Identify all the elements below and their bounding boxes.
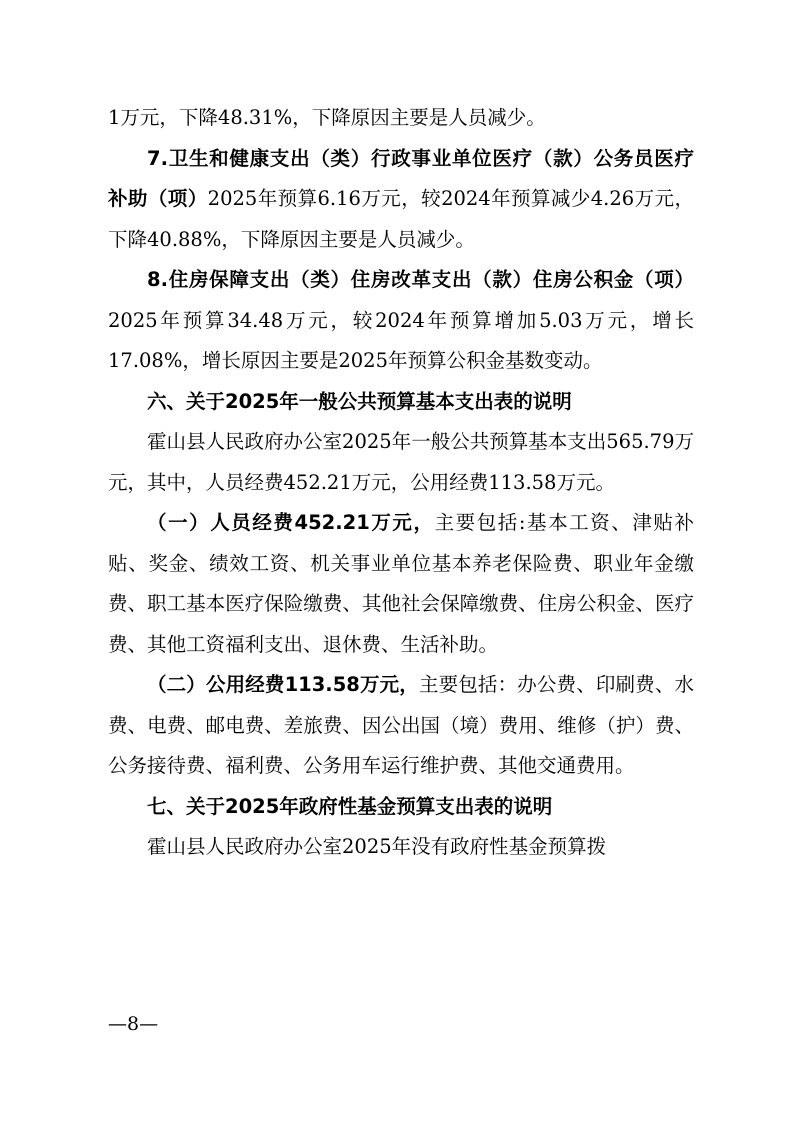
paragraph-health-expenditure: 7.卫生和健康支出（类）行政事业单位医疗（款）公务员医疗补助（项）2025年预算6.16万元，较2024年预算减少4.26万元，下降40.88%，下降原因主要是人员减少。 [108, 146, 694, 251]
paragraph-basic-expenditure: 霍山县人民政府办公室2025年一般公共预算基本支出565.79万元，其中，人员经费452.21万元，公用经费113.58万元。 [108, 430, 694, 494]
paragraph-personnel-costs: （一）人员经费452.21万元，主要包括:基本工资、津贴补贴、奖金、绩效工资、机关事业单位基本养老保险费、职业年金缴费、职工基本医疗保险缴费、其他社会保障缴费、住房公积金、医疗费、其他工资福利支出、退休费、生活补助。 [108, 511, 695, 656]
paragraph-housing-expenditure: 8.住房保障支出（类）住房改革支出（款）住房公积金（项）2025年预算34.48万元，较2024年预算增加5.03万元，增长17.08%，增长原因主要是2025年预算公积金基数变动。 [108, 268, 694, 372]
page-number: —8— [108, 1013, 159, 1035]
document-body [108, 98, 694, 868]
paragraph-lead-bold: 8.住房保障支出（类）住房改革支出（款）住房公积金（项） [147, 268, 694, 291]
paragraph-public-costs: （二）公用经费113.58万元，主要包括：办公费、印刷费、水费、电费、邮电费、差旅费、因公出国（境）费用、维修（护）费、公务接待费、福利费、公务用车运行维护费、其他交通费用。 [108, 673, 694, 777]
paragraph-government-fund: 霍山县人民政府办公室2025年没有政府性基金预算拨 [147, 835, 607, 858]
paragraph-lead-bold: （二）公用经费113.58万元， [147, 673, 419, 696]
section-heading-7: 七、关于2025年政府性基金预算支出表的说明 [147, 794, 553, 818]
paragraph-lead-bold: （一）人员经费452.21万元， [147, 511, 435, 534]
paragraph-1: 1万元，下降48.31%，下降原因主要是人员减少。 [108, 106, 546, 129]
section-heading-6: 六、关于2025年一般公共预算基本支出表的说明 [147, 389, 572, 413]
paragraph-lead-bold: 7.卫生和健康支出（类）行政事业单位医疗（款）公务员医疗补助（项） [108, 146, 694, 210]
